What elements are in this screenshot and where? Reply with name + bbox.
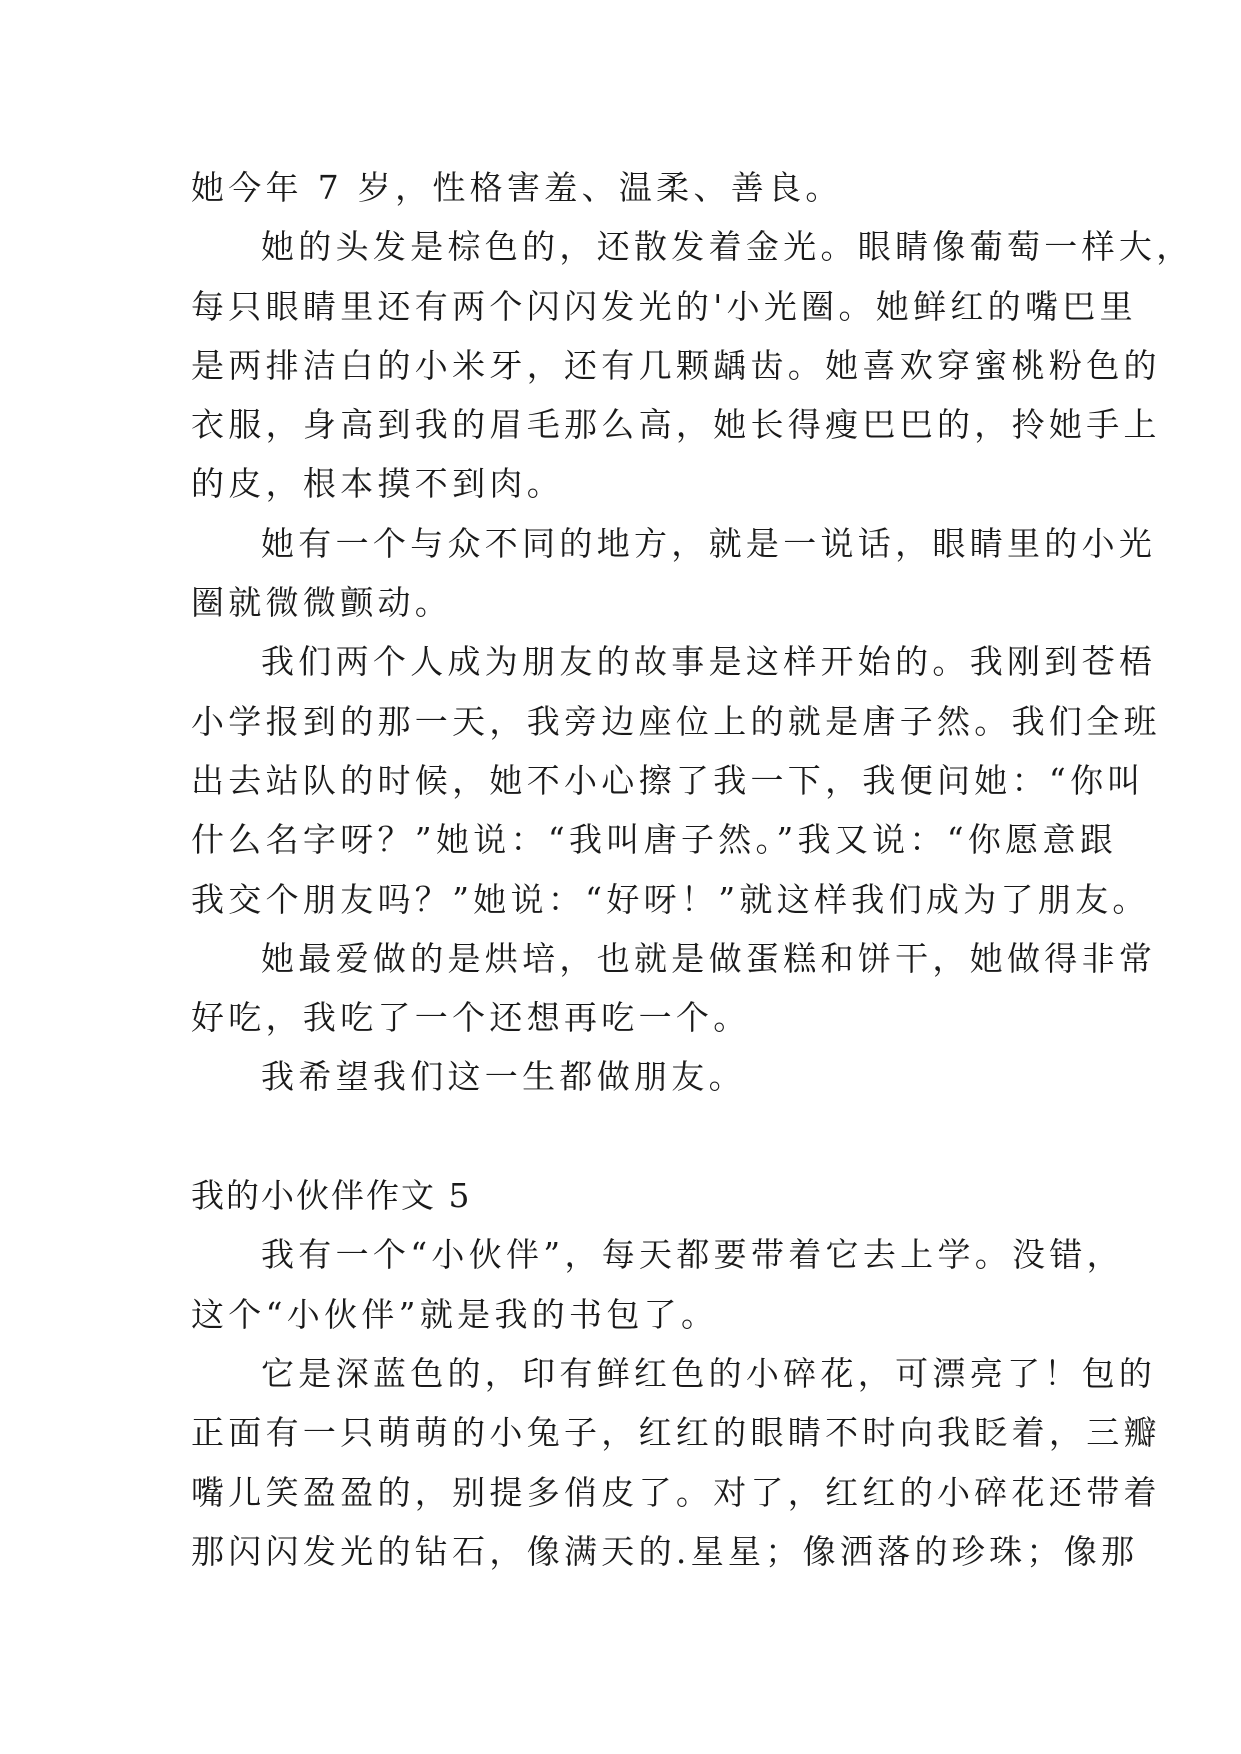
paragraph-line: 我们两个人成为朋友的故事是这样开始的。我刚到苍梧	[261, 642, 1157, 682]
paragraph-line: 这个“小伙伴”就是我的书包了。	[191, 1294, 719, 1334]
paragraph-line: 嘴儿笑盈盈的，别提多俏皮了。对了，红红的小碎花还带着	[191, 1472, 1161, 1512]
paragraph-line: 小学报到的那一天，我旁边座位上的就是唐子然。我们全班	[191, 701, 1161, 741]
essay-body	[191, 158, 1194, 1581]
paragraph-line: 她有一个与众不同的地方，就是一说话，眼睛里的小光	[261, 523, 1157, 563]
section-gap	[191, 1107, 1071, 1166]
paragraph-line: 她最爱做的是烘培，也就是做蛋糕和饼干，她做得非常	[261, 938, 1157, 978]
paragraph-line: 好吃，我吃了一个还想再吃一个。	[191, 998, 751, 1038]
paragraph-line: 我交个朋友吗？”她说：“好呀！”就这样我们成为了朋友。	[191, 879, 1150, 919]
paragraph-line: 什么名字呀？”她说：“我叫唐子然。”我又说：“你愿意跟	[191, 820, 1118, 860]
paragraph-line: 正面有一只萌萌的小兔子，红红的眼睛不时向我眨着，三瓣	[191, 1413, 1161, 1453]
paragraph-line: 她今年 7 岁，性格害羞、温柔、善良。	[191, 168, 843, 207]
paragraph-line: 出去站队的时候，她不小心擦了我一下，我便问她：“你叫	[191, 760, 1145, 800]
paragraph-line: 它是深蓝色的，印有鲜红色的小碎花，可漂亮了！包的	[261, 1353, 1157, 1393]
paragraph-line: 衣服，身高到我的眉毛那么高，她长得瘦巴巴的，拎她手上	[191, 405, 1161, 445]
paragraph-line: 她的头发是棕色的，还散发着金光。眼睛像葡萄一样大，	[261, 227, 1194, 267]
section-heading: 我的小伙伴作文 5	[191, 1176, 472, 1216]
paragraph-line: 每只眼睛里还有两个闪闪发光的'小光圈。她鲜红的嘴巴里	[191, 286, 1137, 326]
paragraph-line: 我有一个“小伙伴”，每天都要带着它去上学。没错，	[261, 1235, 1124, 1275]
paragraph-line: 那闪闪发光的钻石，像满天的.星星；像洒落的珍珠；像那	[191, 1531, 1139, 1571]
paragraph-line: 圈就微微颤动。	[191, 583, 453, 623]
paragraph-line: 的皮，根本摸不到肉。	[191, 464, 564, 504]
paragraph-line: 是两排洁白的小米牙，还有几颗龋齿。她喜欢穿蜜桃粉色的	[191, 345, 1161, 385]
paragraph-line: 我希望我们这一生都做朋友。	[261, 1057, 746, 1097]
